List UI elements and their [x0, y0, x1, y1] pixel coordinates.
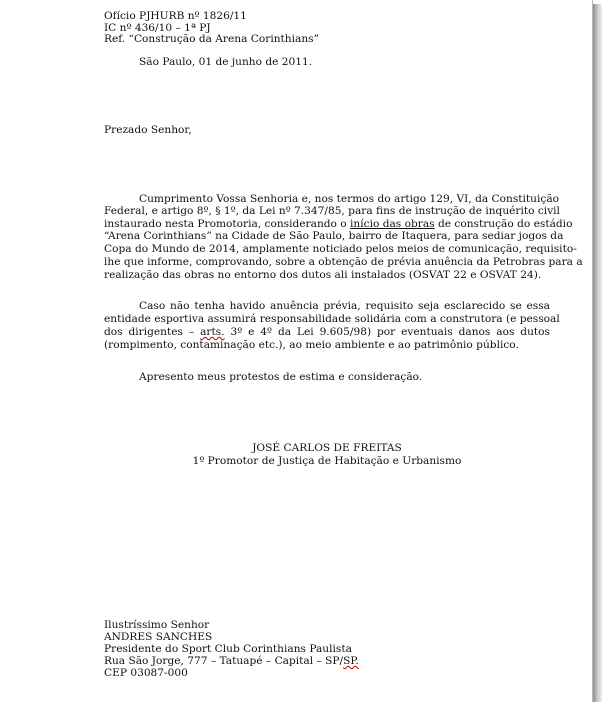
p1-line-6: lhe que informe, comprovando, sobre a obtenção de prévia anuência da Petrobras para a: [104, 256, 583, 268]
p1-line-2: Federal, e artigo 8º, § 1º, da Lei nº 7.347/85, para fins de instrução de inquérito civil: [104, 205, 560, 217]
reference-line: Ref. “Construção da Arena Corinthians”: [104, 33, 319, 45]
recipient-name: ANDRES SANCHES: [104, 631, 213, 643]
recipient-address-text: Rua São Jorge, 777 – Tatuapé – Capital – SP/: [104, 655, 344, 667]
recipient-address-state: SP.: [343, 655, 359, 667]
p1-line-1: Cumprimento Vossa Senhoria e, nos termos do artigo 129, VI, da Constituição: [139, 193, 560, 205]
signature-title: 1º Promotor de Justiça de Habitação e Urbanismo: [192, 455, 462, 467]
p2-line-1: Caso não tenha havido anuência prévia, requisito seja esclarecido se essa: [139, 300, 550, 312]
p2-spellcheck-word: arts.: [200, 326, 225, 338]
p1-line-4: “Arena Corinthians” na Cidade de São Paulo, bairro de Itaquera, para sediar jogos da: [104, 230, 564, 242]
date-line: São Paulo, 01 de junho de 2011.: [139, 56, 313, 68]
recipient-role: Presidente do Sport Club Corinthians Paulista: [104, 643, 352, 655]
recipient-cep: CEP 03087-000: [104, 667, 188, 679]
page-shadow: [593, 4, 602, 702]
signature-name: JOSÉ CARLOS DE FREITAS: [252, 442, 402, 454]
greeting: Prezado Senhor,: [104, 124, 192, 136]
p2-line-3-text-a: dos dirigentes –: [104, 326, 201, 338]
p1-line-5: Copa do Mundo de 2014, amplamente noticiado pelos meios de comunicação, requisito-: [104, 243, 577, 255]
recipient-salutation: Ilustríssimo Senhor: [104, 619, 210, 631]
p1-line-3-text-a: instaurado nesta Promotoria, considerando o: [104, 218, 351, 230]
closing-line: Apresento meus protestos de estima e consideração.: [139, 371, 423, 383]
ic-number: IC nº 436/10 – 1ª PJ: [104, 22, 211, 34]
p2-line-3: [104, 326, 550, 338]
p1-underlined-phrase: início das obras: [350, 218, 435, 230]
p1-line-3-text-b: de construção do estádio: [434, 218, 573, 230]
p2-line-2: entidade esportiva assumirá responsabilidade solidária com a construtora (e pessoal: [104, 313, 560, 325]
p1-line-7: realização das obras no entorno dos dutos ali instalados (OSVAT 22 e OSVAT 24).: [104, 269, 542, 281]
recipient-address: [104, 655, 359, 667]
p1-line-3: [104, 218, 573, 230]
p2-line-3-text-b: 3º e 4º da Lei 9.605/98) por eventuais danos aos dutos: [224, 326, 550, 338]
oficio-number: Ofício PJHURB nº 1826/11: [104, 10, 247, 22]
p2-line-4: (rompimento, contaminação etc.), ao meio ambiente e ao patrimônio público.: [104, 339, 519, 351]
